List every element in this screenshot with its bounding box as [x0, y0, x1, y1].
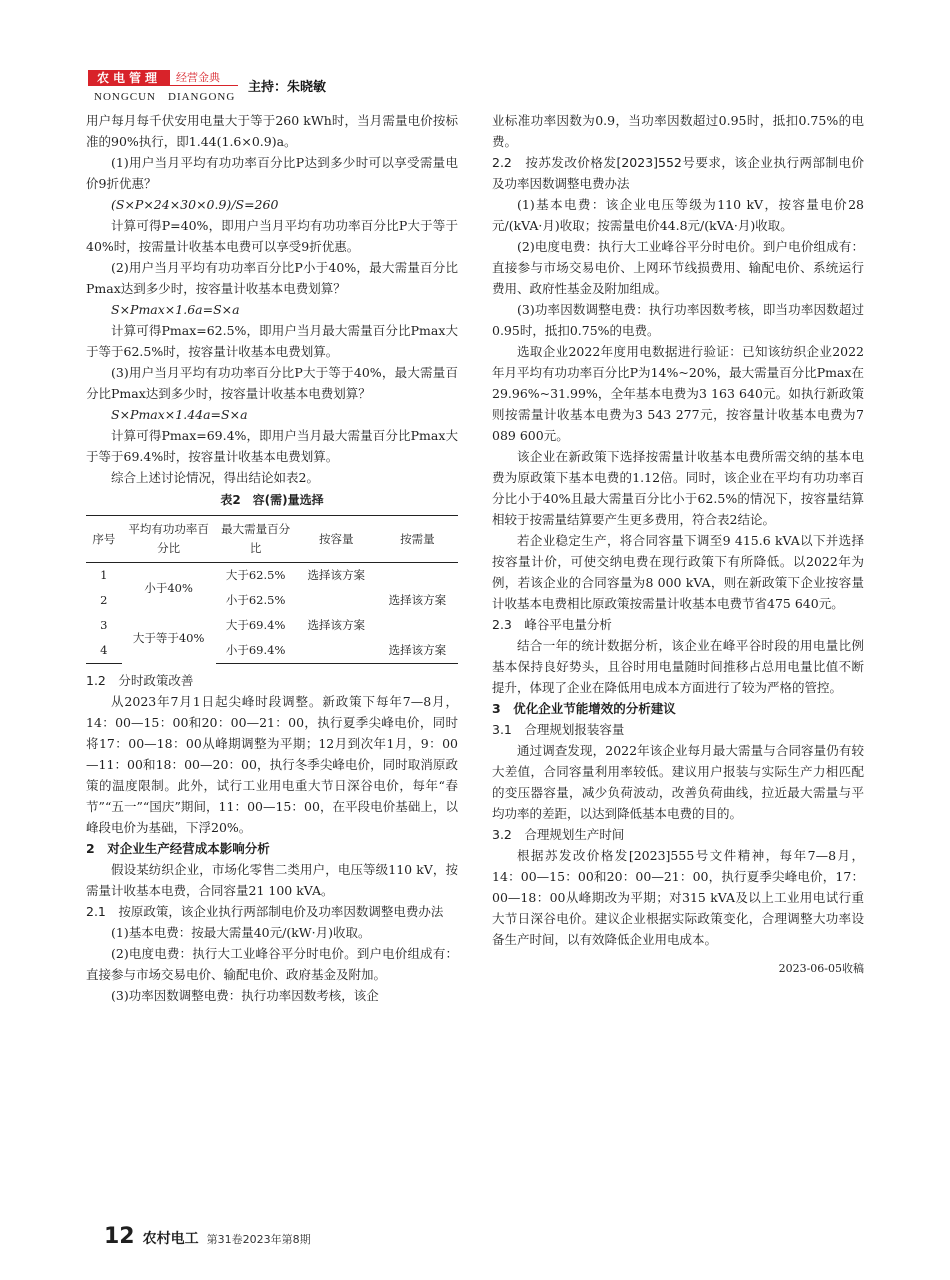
section-heading: 3.1 合理规划报装容量	[492, 722, 625, 737]
section-heading: 3.2 合理规划生产时间	[492, 827, 625, 842]
paragraph: (3)功率因数调整电费：执行功率因数考核，即当功率因数超过0.95时，抵扣0.75%的电费。	[492, 302, 864, 338]
table-cell: 大于等于40%	[132, 630, 205, 645]
table-caption: 表2 容(需)量选择	[220, 493, 324, 507]
section-heading: 3 优化企业节能增效的分析建议	[492, 701, 676, 716]
section-heading: 1.2 分时政策改善	[86, 673, 194, 688]
journal-name: 农村电工	[142, 1231, 199, 1247]
table-cell: 3	[100, 618, 108, 632]
host-name: 主持：朱晓敏	[248, 80, 327, 95]
paragraph: 根据苏发改价格发[2023]555号文件精神，每年7—8月，14：00—15：00和20：00—21：00，执行夏季尖峰电价，17：00—18：00从峰期改为平期；对315 kVA及以上工业用电试行重大节日深谷电价。建议企业根据实际政策变化，合理调整大功率设备生产时间，以有效降低企业用电成本。	[492, 848, 864, 947]
question-2: (2)用户当月平均有功功率百分比P小于40%，最大需量百分比Pmax达到多少时，按容量计收基本电费划算？	[86, 260, 458, 296]
left-column	[86, 110, 458, 1006]
paragraph: 该企业在新政策下选择按需量计收基本电费所需交纳的基本电费为原政策下基本电费的1.12倍。同时，该企业在平均有功功率百分比小于40%且最大需量百分比小于62.5%的情况下，按容量结算相较于按需量结算要产生更多费用，符合表2结论。	[492, 449, 864, 527]
right-column	[492, 110, 864, 979]
table-row	[86, 563, 458, 589]
page-number: 12	[104, 1224, 135, 1249]
section-heading: 2 对企业生产经营成本影响分析	[86, 841, 270, 856]
table-cell	[377, 613, 458, 638]
table-cell: 选择该方案	[307, 618, 365, 632]
paragraph: 假设某纺织企业，市场化零售二类用户，电压等级110 kV，按需量计收基本电费，合同容量21 100 kVA。	[86, 862, 458, 898]
formula-2: S×Pmax×1.6a=S×a	[111, 302, 240, 317]
col-header: 按容量	[296, 516, 377, 563]
question-1: (1)用户当月平均有功功率百分比P达到多少时可以享受需量电价9折优惠？	[86, 155, 458, 191]
answer-2: 计算可得Pmax=62.5%，即用户当月最大需量百分比Pmax大于等于62.5%时，按容量计收基本电费划算。	[86, 323, 458, 359]
page-footer	[104, 1224, 311, 1249]
section-tag: 农电管理	[88, 70, 170, 86]
col-header: 平均有功功率百分比	[122, 516, 216, 563]
table-cell: 选择该方案	[388, 593, 447, 607]
section-heading: 2.2 按苏发改价格发[2023]552号要求，该企业执行两部制电价及功率因数调整电费办法	[492, 155, 864, 191]
table-cell	[296, 638, 377, 664]
header-divider	[170, 85, 238, 86]
col-header: 最大需量百分比	[216, 516, 296, 563]
table-cell: 小于40%	[144, 580, 193, 595]
paragraph: 结合一年的统计数据分析，该企业在峰平谷时段的用电量比例基本保持良好势头，且谷时用电量随时间推移占总用电量比值不断提升，体现了企业在降低用电成本方面进行了较为严格的管控。	[492, 638, 864, 695]
section-subtag: 经营金典	[176, 71, 220, 84]
table-cell: 1	[100, 568, 108, 582]
received-date: 2023-06-05收稿	[778, 962, 864, 975]
capacity-demand-table	[86, 515, 458, 664]
paragraph: (2)电度电费：执行大工业峰谷平分时电价。到户电价组成有：直接参与市场交易电价、上网环节线损费用、输配电价、系统运行费用、政府性基金及附加组成。	[492, 239, 864, 296]
answer-3: 计算可得Pmax=69.4%，即用户当月最大需量百分比Pmax大于等于69.4%时，按容量计收基本电费划算。	[86, 428, 458, 464]
col-header: 序号	[86, 516, 122, 563]
table-cell: 选择该方案	[377, 638, 458, 664]
section-heading: 2.3 峰谷平电量分析	[492, 617, 612, 632]
paragraph: 从2023年7月1日起尖峰时段调整。新政策下每年7—8月，14：00—15：00和20：00—21：00，执行夏季尖峰电价，同时将17：00—18：00从峰期调整为平期；12月到次年1月，9：00—11：00和18：00—20：00，执行冬季尖峰电价，同时取消原政策的温度限制。此外，试行工业用电重大节日深谷电价，每年“春节”“五一”“国庆”期间，11：00—15：00，在平段电价基础上，以峰段电价为基础，下浮20%。	[86, 694, 458, 835]
table-cell	[377, 563, 458, 589]
issue-info: 第31卷2023年第8期	[206, 1233, 311, 1246]
paragraph: 若企业稳定生产，将合同容量下调至9 415.6 kVA以下并选择按容量计价，可使交纳电费在现行政策下有所降低。以2022年为例，若该企业的合同容量为8 000 kVA，则在新政策下企业按容量计收基本电费相比原政策按需量计收基本电费节省475 640元。	[492, 533, 864, 611]
table-cell: 大于62.5%	[225, 568, 286, 582]
table-cell: 小于62.5%	[225, 593, 286, 607]
paragraph: 通过调查发现，2022年该企业每月最大需量与合同容量仍有较大差值，合同容量利用率较低。建议用户报装与实际生产力相匹配的变压器容量，减少负荷波动，改善负荷曲线，拉近最大需量与平均功率的差距，以达到降低基本电费的目的。	[492, 743, 864, 821]
answer-1: 计算可得P=40%，即用户当月平均有功功率百分比P大于等于40%时，按需量计收基本电费可以享受9折优惠。	[86, 218, 458, 254]
paragraph: 业标准功率因数为0.9，当功率因数超过0.95时，抵扣0.75%的电费。	[492, 113, 864, 149]
section-heading: 2.1 按原政策，该企业执行两部制电价及功率因数调整电费办法	[86, 904, 444, 919]
col-header: 按需量	[377, 516, 458, 563]
paragraph: (3)功率因数调整电费：执行功率因数考核，该企	[111, 988, 379, 1003]
section-pinyin: NONGCUN DIANGONG	[94, 91, 236, 103]
paragraph: 选取企业2022年度用电数据进行验证：已知该纺织企业2022年月平均有功功率百分比P为14%~20%，最大需量百分比Pmax在29.96%~31.99%，全年基本电费为3 163 640元。如执行新政策则按需量计收基本电费为3 543 277元，按容量计收基本电费为7 089 600元。	[492, 344, 864, 443]
table-cell: 小于69.4%	[216, 638, 296, 664]
paragraph: (1)基本电费：按最大需量40元/(kW·月)收取。	[111, 925, 371, 940]
table-cell: 2	[100, 593, 108, 607]
paragraph: 用户每月每千伏安用电量大于等于260 kWh时，当月需量电价按标准的90%执行，即1.44(1.6×0.9)a。	[86, 113, 458, 149]
question-3: (3)用户当月平均有功功率百分比P大于等于40%，最大需量百分比Pmax达到多少时，按容量计收基本电费划算？	[86, 365, 458, 401]
paragraph: (1)基本电费：该企业电压等级为110 kV，按容量电价28元/(kVA·月)收取；按需量电价44.8元/(kVA·月)收取。	[492, 197, 864, 233]
formula-1: (S×P×24×30×0.9)/S=260	[111, 197, 279, 212]
table-cell: 选择该方案	[307, 568, 365, 582]
paragraph: (2)电度电费：执行大工业峰谷平分时电价。到户电价组成有：直接参与市场交易电价、输配电价、政府基金及附加。	[86, 946, 458, 982]
table-cell: 大于69.4%	[225, 618, 286, 632]
table-cell: 4	[86, 638, 122, 664]
formula-3: S×Pmax×1.44a=S×a	[111, 407, 248, 422]
table-cell	[296, 588, 377, 613]
table-row	[86, 613, 458, 638]
conclusion: 综合上述讨论情况，得出结论如表2。	[111, 470, 319, 485]
